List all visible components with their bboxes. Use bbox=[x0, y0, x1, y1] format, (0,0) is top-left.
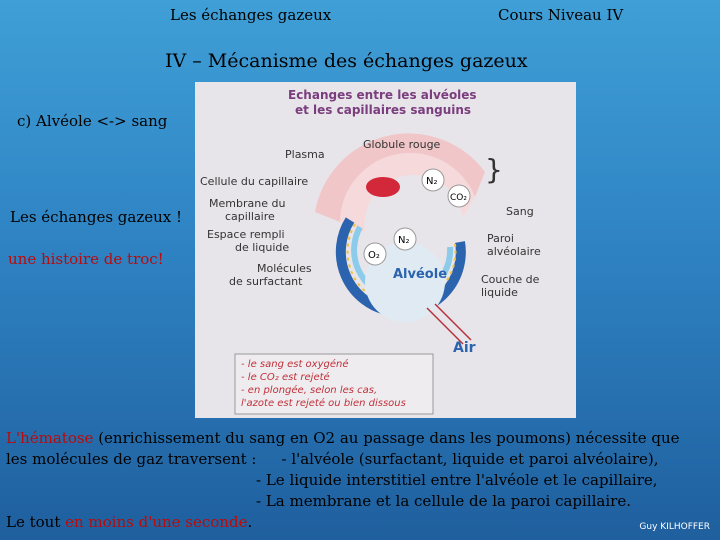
couche-label-1: Couche de bbox=[481, 273, 540, 286]
para-line5c: . bbox=[247, 513, 253, 531]
n2-top-label: N₂ bbox=[426, 176, 438, 187]
paroi-label-1: Paroi bbox=[487, 232, 514, 245]
molecules-label-1: Molécules bbox=[257, 262, 312, 275]
globule-label: Globule rouge bbox=[363, 138, 441, 151]
membrane-label-1: Membrane du bbox=[209, 197, 286, 210]
diagram-title-line1: Echanges entre les alvéoles bbox=[288, 88, 477, 102]
diagram-svg bbox=[195, 82, 576, 418]
espace-label-2: de liquide bbox=[235, 241, 290, 254]
sang-label: Sang bbox=[506, 205, 534, 218]
header-left: Les échanges gazeux bbox=[170, 6, 332, 24]
co2-label: CO₂ bbox=[450, 193, 467, 203]
diagram-title-line2: et les capillaires sanguins bbox=[295, 103, 472, 117]
sang-brace: } bbox=[485, 153, 503, 186]
molecules-label-2: de surfactant bbox=[229, 275, 303, 288]
header-right: Cours Niveau IV bbox=[498, 6, 624, 24]
alveole-diagram bbox=[195, 82, 576, 418]
paroi-label-2: alvéolaire bbox=[487, 245, 541, 258]
espace-label-1: Espace rempli bbox=[207, 228, 285, 241]
para-line2a: les molécules de gaz traversent : bbox=[6, 450, 257, 468]
hematose-term: L'hématose bbox=[6, 429, 94, 447]
red-blood-cell bbox=[366, 177, 400, 197]
author-signature: Guy KILHOFFER bbox=[639, 522, 710, 532]
plasma-label: Plasma bbox=[285, 148, 325, 161]
note-3: - en plongée, selon les cas, bbox=[241, 385, 378, 396]
cellule-label: Cellule du capillaire bbox=[200, 175, 309, 188]
note-1: - le sang est oxygéné bbox=[241, 359, 349, 370]
slide-title: IV – Mécanisme des échanges gazeux bbox=[165, 50, 528, 72]
para-line4: - La membrane et la cellule de la paroi capillaire. bbox=[256, 492, 631, 510]
para-line5a: Le tout bbox=[6, 513, 66, 531]
hematose-paragraph bbox=[6, 428, 716, 533]
n2-mid-label: N₂ bbox=[398, 235, 410, 246]
para-line5b: en moins d'une seconde bbox=[65, 513, 248, 531]
troc-label: une histoire de troc! bbox=[8, 250, 164, 268]
exchange-label: Les échanges gazeux ! bbox=[10, 208, 183, 226]
o2-label: O₂ bbox=[368, 250, 380, 261]
subtitle: c) Alvéole <-> sang bbox=[17, 112, 168, 130]
note-2: - le CO₂ est rejeté bbox=[241, 372, 330, 383]
para-line1: (enrichissement du sang en O2 au passage dans les poumons) nécessite que bbox=[93, 429, 680, 447]
membrane-label-2: capillaire bbox=[225, 210, 275, 223]
para-line3: - Le liquide interstitiel entre l'alvéole et le capillaire, bbox=[256, 471, 658, 489]
air-label: Air bbox=[453, 340, 476, 356]
para-line2b: - l'alvéole (surfactant, liquide et paroi alvéolaire), bbox=[281, 450, 659, 468]
couche-label-2: liquide bbox=[481, 286, 518, 299]
alveole-label: Alvéole bbox=[393, 267, 448, 282]
note-4: l'azote est rejeté ou bien dissous bbox=[241, 398, 406, 409]
